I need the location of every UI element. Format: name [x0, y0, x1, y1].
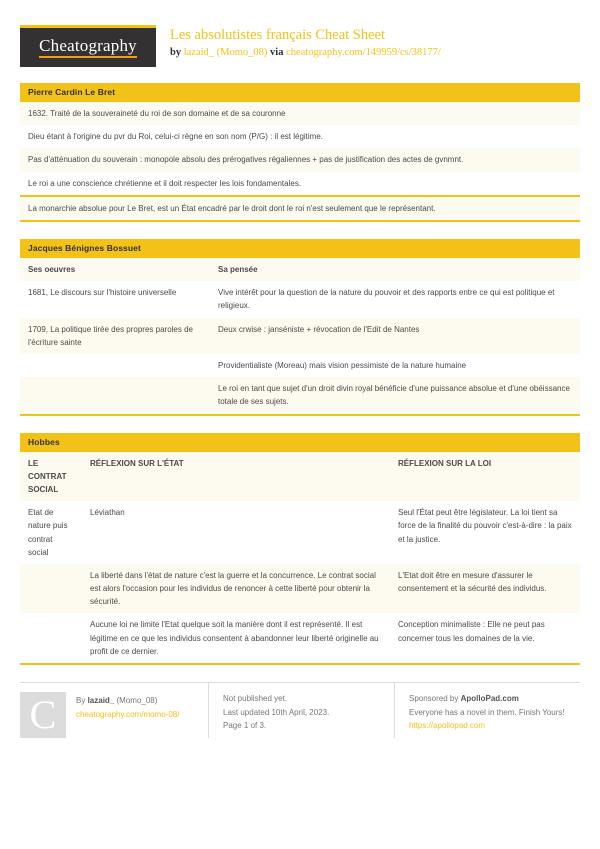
table-cell: [20, 613, 82, 663]
table-cell: Le roi a une conscience chrétienne et il doit respecter les lois fondamentales.: [20, 172, 580, 195]
footer-by-label: By: [76, 696, 86, 706]
table-cell: Conception minimaliste : Elle ne peut pas concerner tous les domaines de la vie.: [390, 613, 580, 663]
last-updated: Last updated 10th April, 2023.: [223, 707, 330, 717]
section-jacques-benignes-bossuet: [20, 239, 580, 416]
table-cell: Dieu étant à l'origine du pvr du Roi, celui-ci règne en son nom (P/G) : il est légitime.: [20, 125, 580, 148]
table-cell-footnote: La monarchie absolue pour Le Bret, est un État encadré par le droit dont le roi n'est seulement que le représentant.: [20, 197, 580, 220]
page-footer: [20, 682, 580, 738]
column-header: LE CONTRAT SOCIAL: [20, 452, 82, 502]
sponsor-tagline: Everyone has a novel in them. Finish Yours!: [409, 707, 565, 717]
byline-author-link[interactable]: lazaid_ (Momo_08): [183, 46, 268, 58]
table-row: [20, 148, 580, 171]
footer-sponsor-column: [394, 683, 580, 738]
table-cell: [20, 354, 210, 377]
section-title: Pierre Cardin Le Bret: [20, 83, 580, 102]
logo-text: Cheatography: [39, 37, 137, 59]
table-row: [20, 354, 580, 377]
footer-author-name: lazaid_: [87, 696, 115, 706]
table-row: [20, 125, 580, 148]
footer-author-alias: (Momo_08): [116, 696, 158, 706]
table-row: [20, 172, 580, 195]
publish-status: Not published yet.: [223, 694, 288, 704]
footer-author-meta: [66, 692, 179, 738]
cheatography-logo[interactable]: [20, 25, 156, 67]
section-table: [20, 102, 580, 195]
header-titles: [156, 25, 441, 61]
table-cell: Etat de nature puis contrat social: [20, 501, 82, 564]
section-footnote-table: [20, 197, 580, 220]
table-cell: [20, 564, 82, 614]
column-header: RÉFLEXION SUR LA LOI: [390, 452, 580, 502]
table-cell: Aucune loi ne limite l'Etat quelque soit la manière dont il est représenté. Il est légitime en ce que les individus consentent à abandonner leur liberté originelle au profit de ce dernier.: [82, 613, 390, 663]
sponsor-name[interactable]: ApolloPad.com: [460, 694, 519, 704]
byline-by-label: by: [170, 46, 182, 58]
table-cell: La liberté dans l'état de nature c'est la guerre et la concurrence. Le contrat social est alors l'occasion pour les individus de renoncer à cette liberté pour obtenir la sécurité.: [82, 564, 390, 614]
table-row: [20, 452, 580, 502]
footer-author-column: [20, 692, 208, 738]
sponsor-line: [409, 692, 566, 706]
avatar: C: [20, 692, 66, 738]
page-title: Les absolutistes français Cheat Sheet: [170, 27, 386, 43]
column-header: Ses oeuvres: [20, 258, 210, 281]
section-title: Hobbes: [20, 433, 580, 452]
table-cell: 1709, La politique tirée des propres paroles de l'écriture sainte: [20, 318, 210, 354]
column-header: Sa pensée: [210, 258, 580, 281]
page-header: [20, 25, 580, 67]
table-cell: Providentialiste (Moreau) mais vision pessimiste de la nature humaine: [210, 354, 580, 377]
table-row: [20, 318, 580, 354]
footer-author-url[interactable]: cheatography.com/momo-08/: [76, 709, 180, 719]
column-header: RÉFLEXION SUR L'ÉTAT: [82, 452, 390, 502]
table-cell: Léviathan: [82, 501, 390, 564]
table-row: [20, 613, 580, 663]
table-cell: Pas d'atténuation du souverain : monopole absolu des prérogatives régaliennes + pas de justification des actes de gvnmnt.: [20, 148, 580, 171]
footer-publish-column: [208, 683, 394, 738]
table-row: [20, 501, 580, 564]
table-cell: Vive intérêt pour la question de la nature du pouvoir et des rapports entre ce qui est politique et religieux.: [210, 281, 580, 317]
section-title: Jacques Bénignes Bossuet: [20, 239, 580, 258]
byline-source-url[interactable]: cheatography.com/149959/cs/38177/: [286, 46, 441, 58]
section-table: [20, 452, 580, 663]
table-cell: L'Etat doit être en mesure d'assurer le consentement et la sécurité des individus.: [390, 564, 580, 614]
sponsor-url[interactable]: https://apollopad.com: [409, 721, 486, 731]
table-row: [20, 258, 580, 281]
table-row: [20, 281, 580, 317]
table-cell: 1632. Traité de la souveraineté du roi de son domaine et de sa couronne: [20, 102, 580, 125]
table-cell: Le roi en tant que sujet d'un droit divin royal bénéficie d'une puissance absolue et d'une obéissance totale de ses sujets.: [210, 377, 580, 413]
section-pierre-cardin-le-bret: [20, 83, 580, 222]
section-hobbes: [20, 433, 580, 665]
table-cell: Deux crwise : janséniste + révocation de l'Edit de Nantes: [210, 318, 580, 354]
page-number: Page 1 of 3.: [223, 721, 267, 731]
table-row: [20, 102, 580, 125]
table-row: [20, 377, 580, 413]
table-cell: Seul l'État peut être législateur. La loi tient sa force de la finalité du pouvoir c'est-à-dire : la paix et la justice.: [390, 501, 580, 564]
sponsor-label: Sponsored by: [409, 694, 459, 704]
table-row: [20, 564, 580, 614]
byline: [170, 46, 441, 61]
footer-author-line: [76, 694, 179, 708]
table-row: [20, 197, 580, 220]
byline-via-label: via: [270, 46, 284, 58]
table-cell: [20, 377, 210, 413]
section-table: [20, 258, 580, 414]
table-cell: 1681, Le discours sur l'histoire universelle: [20, 281, 210, 317]
